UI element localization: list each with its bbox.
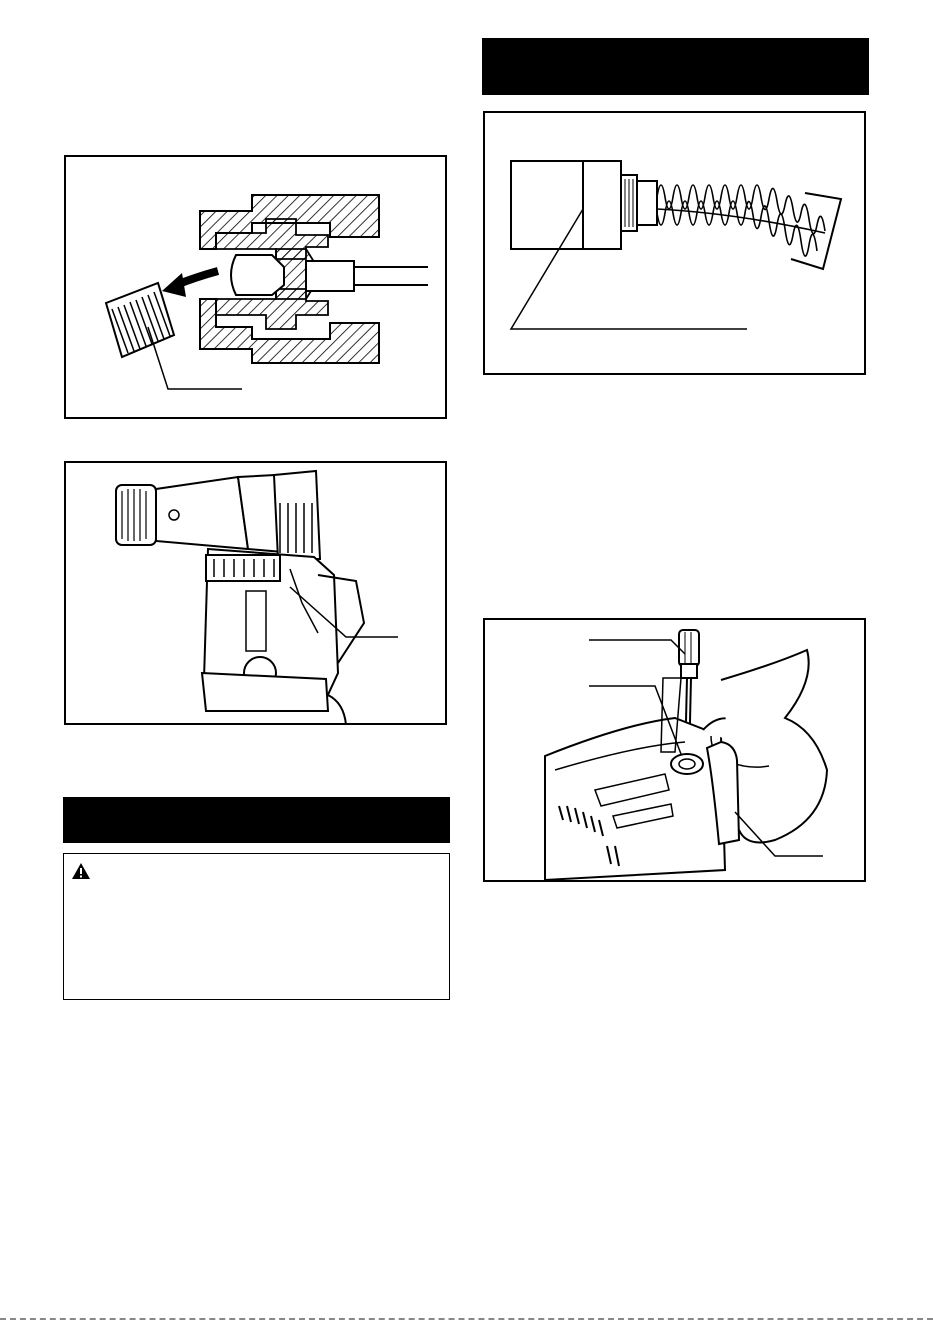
- callout-line-screwdriver: [589, 640, 685, 654]
- figure-brush-holder-cap: [483, 618, 866, 882]
- tool-illustration: [66, 463, 449, 727]
- warning-box: [63, 853, 450, 1000]
- dust-cap-part: [106, 283, 174, 357]
- carbon-brush-illustration: [485, 113, 868, 377]
- section-header-right: [482, 38, 869, 95]
- dust-cap-illustration: [66, 157, 449, 421]
- figure-carbon-brush: [483, 111, 866, 375]
- warning-triangle-icon: [71, 862, 91, 880]
- figure-tool-side-view: [64, 461, 447, 725]
- page-bottom-edge: [0, 1318, 933, 1320]
- screwdriver-illustration: [485, 620, 868, 884]
- section-header-left: [63, 797, 450, 843]
- figure-dust-cap-removal: [64, 155, 447, 419]
